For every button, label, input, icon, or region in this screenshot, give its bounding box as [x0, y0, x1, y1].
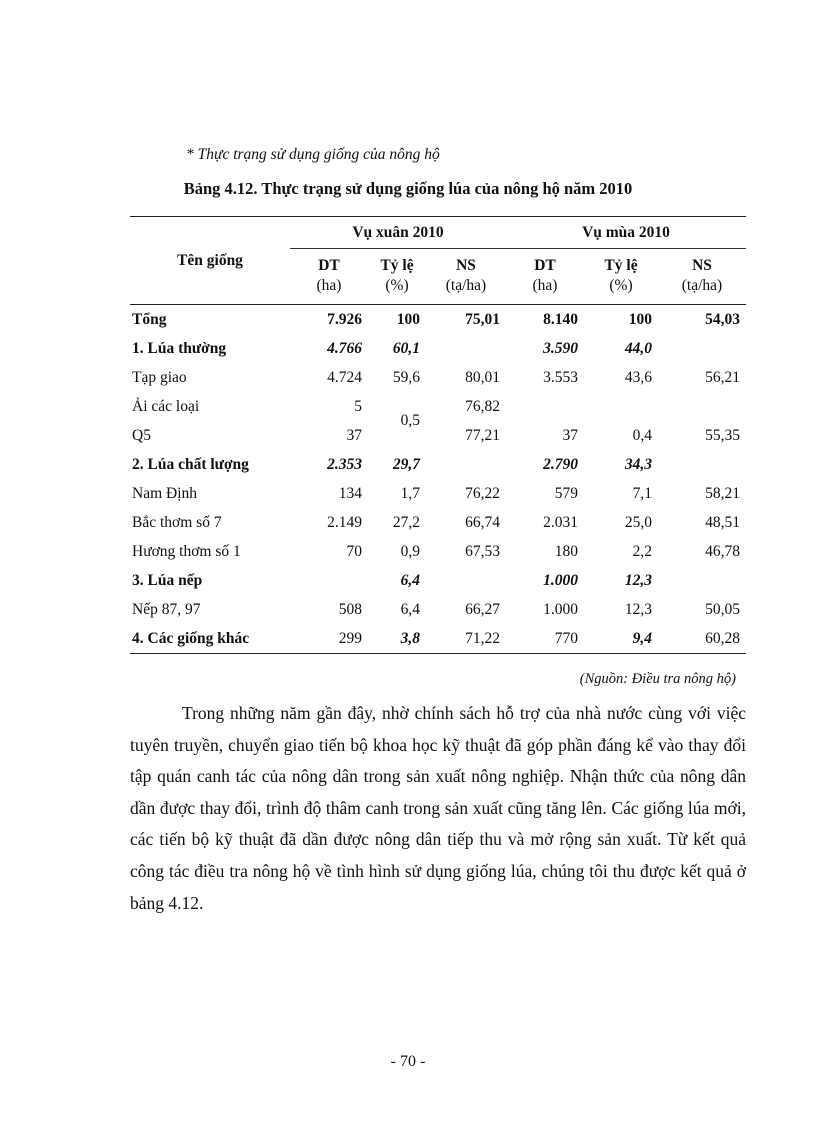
- table-source: (Nguồn: Điều tra nông hộ): [579, 671, 736, 687]
- body-paragraph: Trong những năm gần đây, nhờ chính sách hỗ trợ của nhà nước cùng với việc tuyên truyền, chuyển giao tiến bộ khoa học kỹ thuật đã góp phần đáng kể vào thay đổi tập quán canh tác của nông dân trong sản xuất nông nghiệp. Nhận thức của nông dân dần được thay đổi, trình độ thâm canh trong sản xuất cũng tăng lên. Các giống lúa mới, các tiến bộ kỹ thuật đã dần được nông dân tiếp thu và mở rộng sản xuất. Từ kết quả công tác điều tra nông hộ về tình hình sử dụng giống lúa, chúng tôi thu được kết quả ở bảng 4.12.: [130, 703, 746, 913]
- table-row: Q5 37 77,21 37 0,4 55,35: [132, 426, 740, 444]
- table-row: Tổng 7.926 100 75,01 8.140 100 54,03: [132, 310, 740, 328]
- col-header: DT (ha): [506, 249, 584, 305]
- col-header: Tỷ lệ (%): [584, 249, 658, 305]
- table-title: Bảng 4.12. Thực trạng sử dụng giống lúa của nông hộ năm 2010: [183, 179, 633, 198]
- table-row: 3. Lúa nếp 6,4 1.000 12,3: [132, 571, 652, 589]
- merged-ratio-cell: 0,5: [400, 412, 420, 429]
- col-header: DT (ha): [290, 249, 368, 305]
- season2-header: Vụ mùa 2010: [506, 217, 746, 249]
- page-number: - 70 -: [390, 1053, 426, 1070]
- table-row: Bắc thơm số 7 2.149 27,2 66,74 2.031 25,0 48,51: [132, 513, 740, 531]
- table-row: 4. Các giống khác 299 3,8 71,22 770 9,4 60,28: [130, 624, 746, 654]
- name-header: Tên giống: [130, 217, 290, 305]
- table-row: Tạp giao 4.724 59,6 80,01 3.553 43,6 56,21: [132, 368, 740, 386]
- table-row: Hương thơm số 1 70 0,9 67,53 180 2,2 46,78: [132, 542, 740, 560]
- col-header: NS (tạ/ha): [658, 249, 746, 305]
- section-note: * Thực trạng sử dụng giống của nông hộ: [186, 146, 440, 163]
- table-row: Nam Định 134 1,7 76,22 579 7,1 58,21: [132, 484, 740, 502]
- col-header: Tỷ lệ (%): [368, 249, 426, 305]
- table-row: Nếp 87, 97 508 6,4 66,27 1.000 12,3 50,05: [132, 600, 740, 618]
- season1-header: Vụ xuân 2010: [290, 217, 506, 249]
- table-row: 1. Lúa thường 4.766 60,1 3.590 44,0: [132, 339, 652, 357]
- seed-usage-table: [130, 216, 746, 654]
- table-row: Ải các loại 5 0,5 76,82: [130, 392, 746, 421]
- table-row: 2. Lúa chất lượng 2.353 29,7 2.790 34,3: [132, 455, 652, 473]
- col-header: NS (tạ/ha): [426, 249, 506, 305]
